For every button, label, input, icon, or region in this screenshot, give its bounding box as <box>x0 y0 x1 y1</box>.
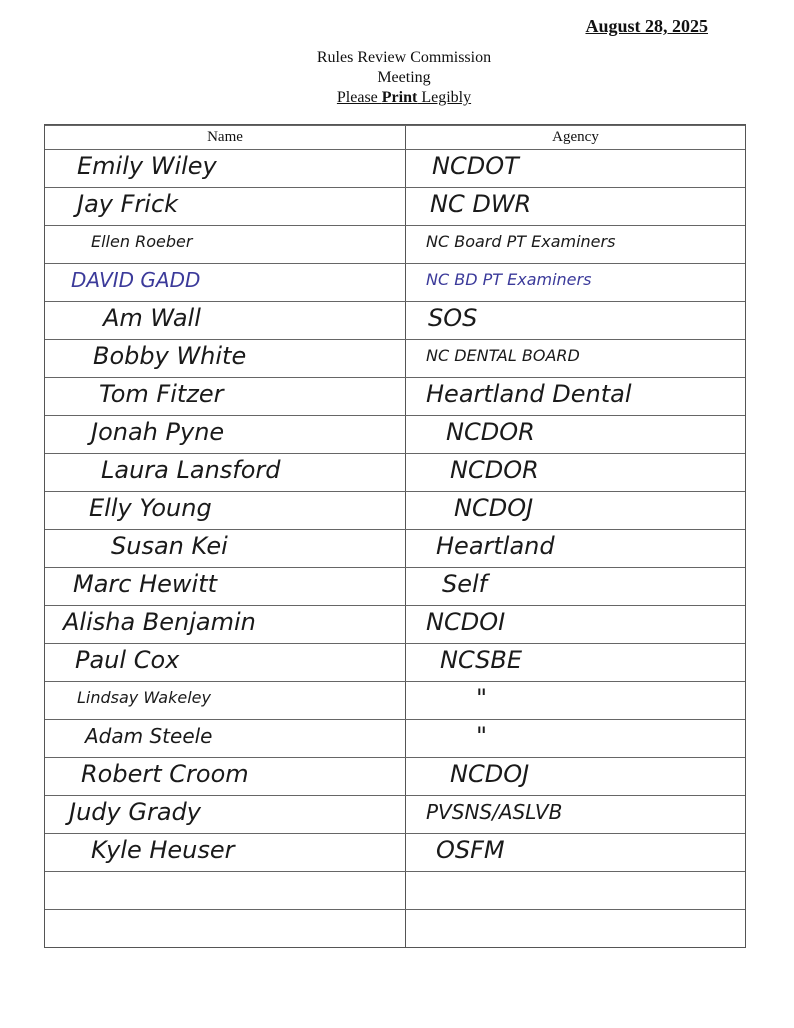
signer-agency: NC Board PT Examiners <box>426 232 616 251</box>
signer-name: Tom Fitzer <box>99 380 224 408</box>
signer-agency: NC BD PT Examiners <box>426 270 592 289</box>
row-line <box>45 871 745 872</box>
signer-agency: NCDOJ <box>454 494 534 522</box>
signer-agency: " <box>476 722 488 750</box>
signer-name: Elly Young <box>89 494 212 522</box>
signer-name: Marc Hewitt <box>73 570 218 598</box>
signer-name: Ellen Roeber <box>91 232 193 251</box>
heading-commission: Rules Review Commission <box>316 49 492 66</box>
signer-name: Jonah Pyne <box>91 418 225 446</box>
signer-name: Robert Croom <box>81 760 249 788</box>
row-line <box>45 909 745 910</box>
signer-name: Kyle Heuser <box>91 836 235 864</box>
signer-agency: NCDOR <box>446 418 535 446</box>
heading-instruction <box>0 88 794 108</box>
signer-agency: PVSNS/ASLVB <box>426 800 563 824</box>
signer-agency: Self <box>442 570 488 598</box>
instruction-print: Print <box>381 89 418 106</box>
column-divider <box>405 125 406 947</box>
signer-name: Alisha Benjamin <box>63 608 256 636</box>
instruction-suffix: Legibly <box>417 89 472 106</box>
signer-agency: SOS <box>428 304 478 332</box>
signer-agency: NC DENTAL BOARD <box>426 346 580 365</box>
signer-agency: " <box>476 684 488 712</box>
signer-name: Judy Grady <box>69 798 201 826</box>
instruction-prefix: Please <box>336 89 382 106</box>
signer-agency: NCDOR <box>450 456 539 484</box>
sheet-date: August 28, 2025 <box>585 16 708 36</box>
signer-agency: Heartland <box>436 532 555 560</box>
sheet-heading <box>0 48 794 108</box>
signer-name: Am Wall <box>103 304 201 332</box>
signer-agency: NCDOI <box>426 608 506 636</box>
signer-name: Susan Kei <box>111 532 228 560</box>
signer-name: Lindsay Wakeley <box>77 688 211 707</box>
signer-name: DAVID GADD <box>71 268 201 292</box>
signer-name: Paul Cox <box>75 646 180 674</box>
signer-name: Bobby White <box>93 342 247 370</box>
sign-in-table <box>44 124 746 948</box>
signer-agency: Heartland Dental <box>426 380 632 408</box>
signer-agency: NCSBE <box>440 646 523 674</box>
signer-agency: NC DWR <box>430 190 532 218</box>
signer-agency: NCDOT <box>432 152 519 180</box>
signer-agency: OSFM <box>436 836 505 864</box>
column-header-name: Name <box>207 129 243 145</box>
heading-meeting: Meeting <box>377 69 431 86</box>
signer-name: Adam Steele <box>85 724 213 748</box>
column-header-agency: Agency <box>552 129 599 145</box>
signer-name: Jay Frick <box>77 190 179 218</box>
row-line <box>45 125 745 126</box>
signer-name: Laura Lansford <box>101 456 281 484</box>
signer-agency: NCDOJ <box>450 760 530 788</box>
signer-name: Emily Wiley <box>77 152 217 180</box>
